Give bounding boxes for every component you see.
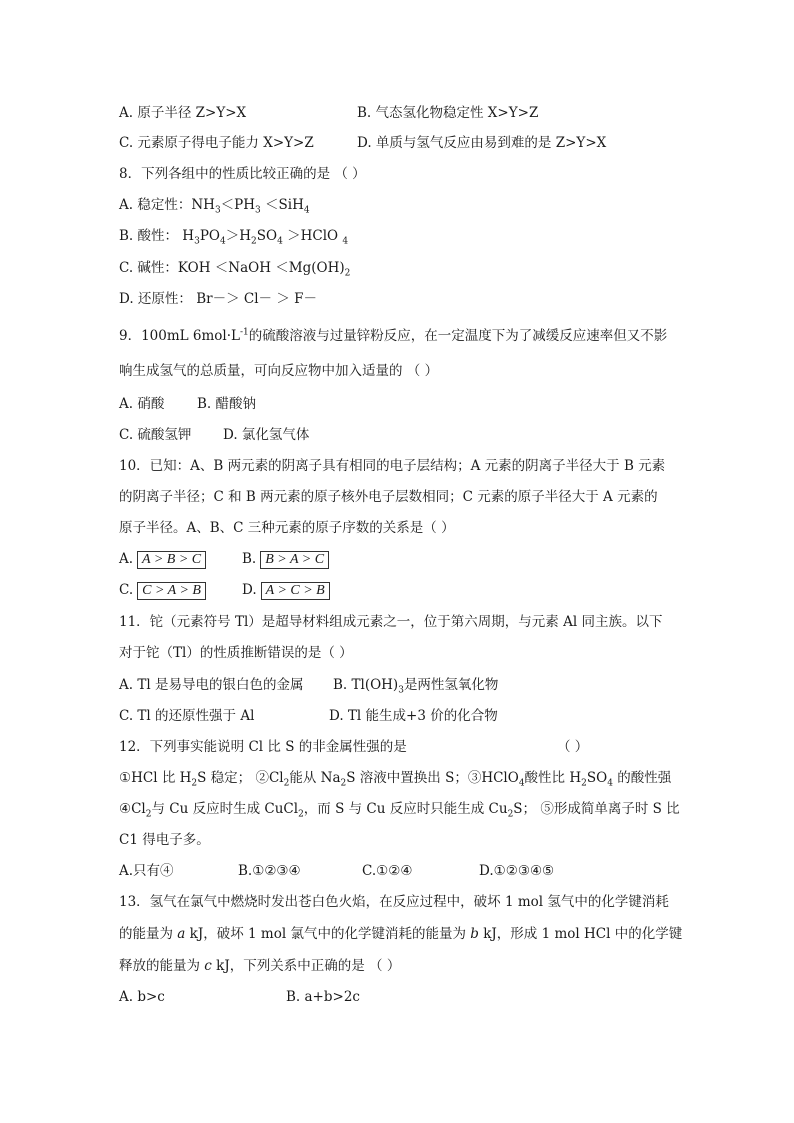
q11-option-a: A. Tl 是易导电的银白色的金属	[119, 677, 304, 693]
q8-option-d: D. 还原性： Br－＞ Cl－ ＞ F－	[119, 291, 317, 307]
q8-stem: 8．下列各组中的性质比较正确的是 （ ）	[119, 166, 366, 182]
q10-option-a-formula: A > B > C	[137, 551, 206, 569]
q9-option-a: A. 硝酸	[119, 396, 165, 412]
q10-option-d: D. A > C > B	[242, 580, 330, 600]
q8-option-b: B. 酸性： $H_3PO_4>H_2SO_4$ ＞HClO $_4$	[119, 228, 349, 247]
q11-stem-line2: 对于铊（Tl）的性质推断错误的是（ ）	[119, 645, 353, 661]
q10-option-d-formula: A > C > B	[261, 582, 330, 600]
q13-option-b: B. a+b>2c	[286, 989, 360, 1005]
q12-option-a: A.只有④	[119, 863, 174, 879]
q12-option-b: B.①②③④	[238, 863, 301, 879]
q13-stem-line2: 的能量为 a kJ，破坏 1 mol 氯气中的化学键消耗的能量为 b kJ，形成 1 mol HCl 中的化学键	[119, 926, 683, 942]
q9-option-d: D. 氯化氢气体	[223, 427, 310, 443]
q10-option-c-formula: C > A > B	[137, 582, 206, 600]
q11-stem-line1: 11．铊（元素符号 Tl）是超导材料组成元素之一，位于第六周期，与元素 Al 同主族。以下	[119, 614, 663, 630]
q7-option-b: B. 气态氢化物稳定性 X>Y>Z	[357, 105, 539, 121]
q12-facts-line3: C1 得电子多。	[119, 832, 210, 848]
q7-option-d: D. 单质与氢气反应由易到难的是 Z>Y>X	[357, 135, 607, 151]
q7-option-a: A. 原子半径 Z>Y>X	[119, 105, 247, 121]
q10-stem-line1: 10．已知：A、B 两元素的阴离子具有相同的电子层结构；A 元素的阴离子半径大于 B 元素	[119, 458, 666, 474]
q12-facts-line1: ①HCl 比 $H_2S$ 稳定； $②Cl_2$能从 $Na_2S$ 溶液中置换出 S；③HClO$_4$酸性比 $H_2SO_4$ 的酸性强	[119, 770, 672, 789]
q8-option-a: A. 稳定性：$NH_3<PH_3 <SiH_4$	[119, 197, 310, 216]
q11-option-d: D. Tl 能生成+3 价的化合物	[329, 708, 498, 724]
q12-option-d: D.①②③④⑤	[479, 863, 555, 879]
q11-option-c: C. Tl 的还原性强于 Al	[119, 708, 255, 724]
q12-answer-paren: （ ）	[557, 739, 589, 755]
q12-option-c: C.①②④	[362, 863, 413, 879]
q7-option-c: C. 元素原子得电子能力 X>Y>Z	[119, 135, 314, 151]
q10-option-a: A. A > B > C	[119, 549, 206, 569]
q10-option-b: B. B > A > C	[242, 549, 329, 569]
q9-stem-line2: 响生成氢气的总质量，可向反应物中加入适量的 （ ）	[119, 363, 439, 379]
q12-facts-line2: $④Cl_2$与 Cu 反应时生成 CuCl$_2$，而 S 与 Cu 反应时只能生成 $Cu_2S$； ⑤形成简单离子时 S 比	[119, 801, 680, 820]
q12-stem: 12．下列事实能说明 Cl 比 S 的非金属性强的是	[119, 739, 407, 755]
q10-option-b-formula: B > A > C	[260, 551, 329, 569]
q9-option-c: C. 硫酸氢钾	[119, 427, 192, 443]
q13-stem-line3: 释放的能量为 c kJ，下列关系中正确的是 （ ）	[119, 958, 401, 974]
q11-option-b: B. $Tl(OH)_3$是两性氢氧化物	[333, 677, 499, 696]
q13-option-a: A. b>c	[119, 989, 165, 1005]
q8-option-c: C. 碱性：KOH ＜NaOH $<Mg(OH)_2$	[119, 260, 351, 279]
q13-stem-line1: 13．氢气在氯气中燃烧时发出苍白色火焰，在反应过程中，破坏 1 mol 氢气中的化学键消耗	[119, 894, 669, 910]
q10-option-c: C. C > A > B	[119, 580, 206, 600]
q9-stem-line1: 9．100mL $6mol\cdot L^{-1}$的硫酸溶液与过量锌粉反应，在一定温度下为了减缓反应速率但又不影	[119, 327, 668, 344]
q10-stem-line3: 原子半径。A、B、C 三种元素的原子序数的关系是（ ）	[119, 520, 455, 536]
q10-stem-line2: 的阴离子半径；C 和 B 两元素的原子核外电子层数相同；C 元素的原子半径大于 A 元素的	[119, 489, 658, 505]
q9-option-b: B. 醋酸钠	[197, 396, 257, 412]
